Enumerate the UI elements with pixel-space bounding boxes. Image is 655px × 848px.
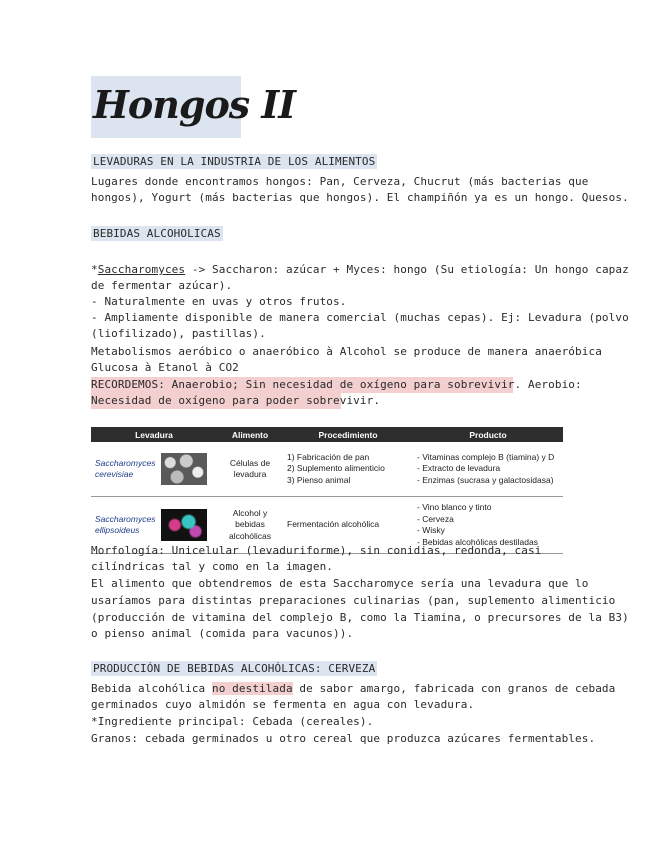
table-header: Levadura	[91, 427, 217, 442]
page-title: Hongos II	[93, 82, 295, 127]
table-header: Producto	[413, 427, 563, 442]
table-header: Alimento	[217, 427, 283, 442]
yeast-table	[91, 427, 563, 554]
section-heading-levaduras: LEVADURAS EN LA INDUSTRIA DE LOS ALIMENTOS	[93, 155, 376, 168]
table-header: Procedimiento	[283, 427, 413, 442]
paragraph-line: (liofilizado), pastillas).	[91, 327, 266, 340]
table-cell: Células de levadura	[217, 442, 283, 497]
table-cell: - Vitaminas complejo B (tiamina) y D - Extracto de levadura - Enzimas (sucrasa y galactosidasa)	[413, 442, 563, 497]
paragraph-line: Lugares donde encontramos hongos: Pan, Cerveza, Chucrut (más bacterias que	[91, 175, 589, 188]
highlight-no-destilada: no destilada	[212, 682, 293, 695]
paragraph-line: de fermentar azúcar).	[91, 279, 233, 292]
ellipsoideus-micrograph	[161, 509, 207, 541]
term-saccharomyces: Saccharomyces	[97, 263, 186, 276]
paragraph-line: usaríamos para distintas preparaciones culinarias (pan, suplemento alimenticio	[91, 594, 616, 607]
table-cell	[91, 442, 217, 497]
paragraph-line: germinados cuyo almidón se fermenta en agua con levadura.	[91, 698, 475, 711]
paragraph-line: *Ingrediente principal: Cebada (cereales).	[91, 715, 374, 728]
paragraph-line: Metabolismos aeróbico o anaeróbico à Alcohol se produce de manera anaeróbica	[91, 345, 602, 358]
title-background	[91, 76, 295, 138]
paragraph-line: Glucosa à Etanol à CO2	[91, 361, 239, 374]
section-heading-cerveza: PRODUCCIÓN DE BEBIDAS ALCOHÓLICAS: CERVEZA	[93, 662, 376, 675]
highlight-line: RECORDEMOS: Anaerobio; Sin necesidad de oxígeno para sobrevivir. Aerobio:	[91, 378, 582, 391]
paragraph-line: *Saccharomyces -> Saccharon: azúcar + Myces: hongo (Su etiología: Un hongo capaz	[91, 263, 629, 276]
cerevisiae-micrograph	[161, 453, 207, 485]
paragraph-line: El alimento que obtendremos de esta Saccharomyce sería una levadura que lo	[91, 577, 589, 590]
highlight-line: Necesidad de oxígeno para poder sobrevivir.	[91, 394, 381, 407]
table-cell: - Vino blanco y tinto - Cerveza - Wisky - Bebidas alcohólicas destiladas	[413, 497, 563, 554]
table-cell: Fermentación alcohólica	[283, 497, 413, 554]
paragraph-line: o pienso animal (comida para vacunos)).	[91, 627, 354, 640]
table-cell: 1) Fabricación de pan 2) Suplemento alimenticio 3) Pienso animal	[283, 442, 413, 497]
paragraph-line: - Ampliamente disponible de manera comercial (muchas cepas). Ej: Levadura (polvo	[91, 311, 629, 324]
paragraph-line: Bebida alcohólica no destilada de sabor amargo, fabricada con granos de cebada	[91, 682, 616, 695]
paragraph-line: Morfología: Unicelular (levaduriforme), sin conidias, redonda, casi	[91, 544, 542, 557]
paragraph-line: - Naturalmente en uvas y otros frutos.	[91, 295, 347, 308]
table-cell: Alcohol y bebidas alcohólicas	[217, 497, 283, 554]
paragraph-line: cilíndricas tal y como en la imagen.	[91, 560, 334, 573]
section-heading-bebidas: BEBIDAS ALCOHOLICAS	[93, 227, 221, 240]
table-row	[91, 442, 563, 497]
paragraph-line: (producción de vitamina del complejo B, como la Tiamina, o precursores de la B3)	[91, 611, 629, 624]
yeast-name: Saccharomyces cerevisiae	[95, 458, 156, 479]
yeast-name: Saccharomyces ellipsoideus	[95, 514, 156, 535]
paragraph-line: hongos), Yogurt (más bacterias que hongos). El champiñón ya es un hongo. Quesos.	[91, 191, 629, 204]
paragraph-line: Granos: cebada germinados u otro cereal que produzca azúcares fermentables.	[91, 732, 596, 745]
